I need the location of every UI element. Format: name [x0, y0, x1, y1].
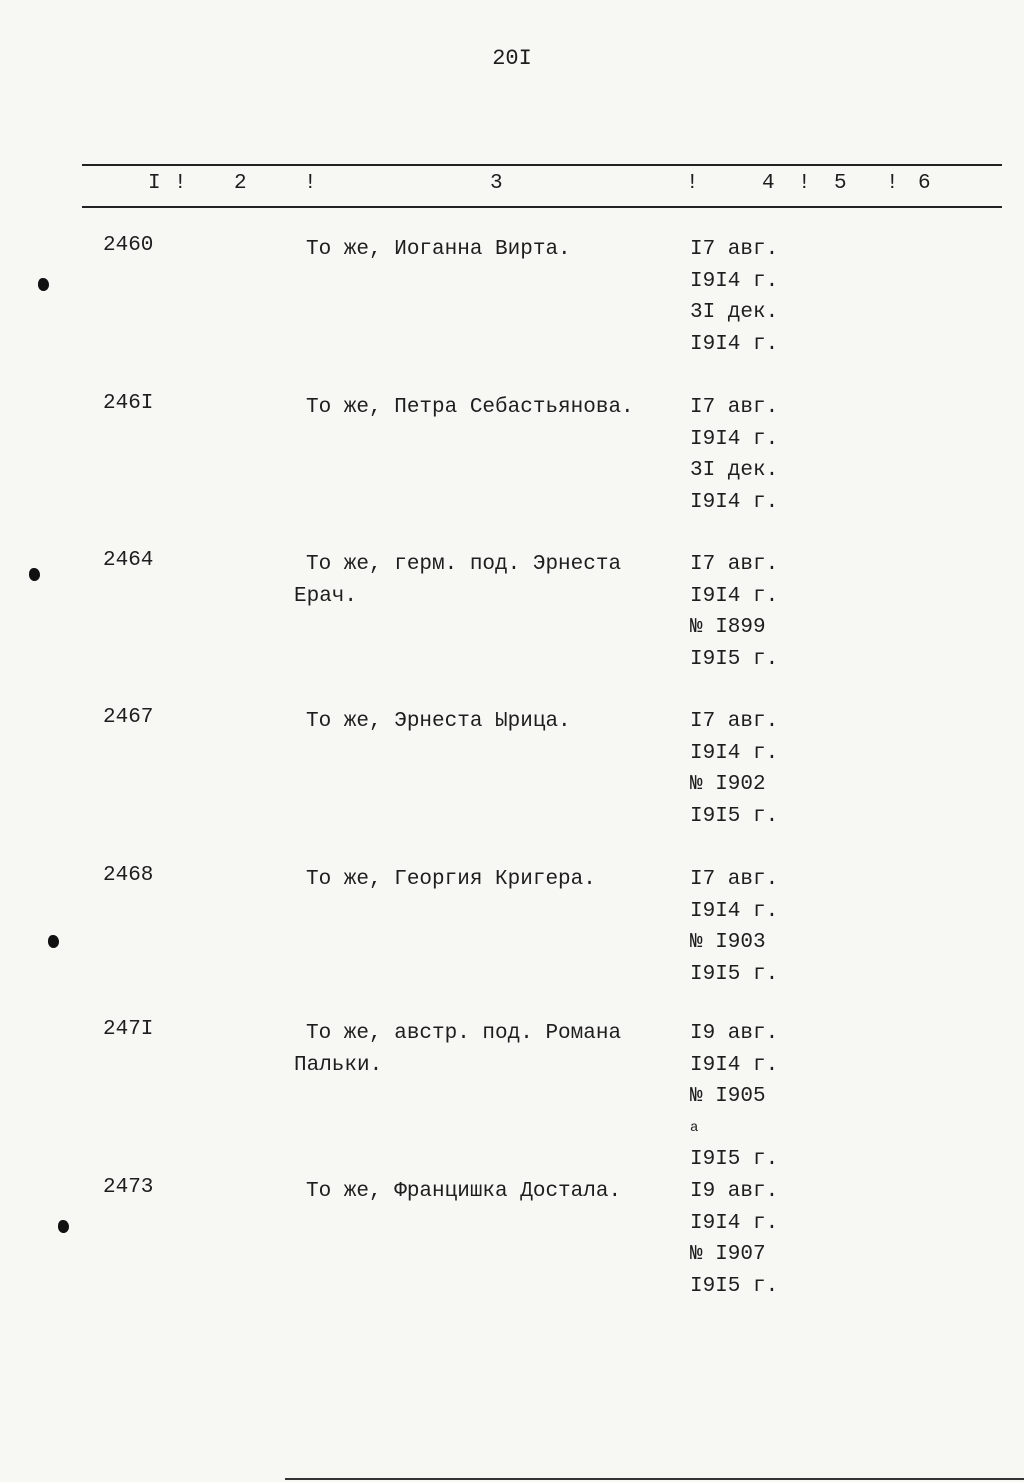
date-line: I9I4 г.	[690, 741, 779, 765]
date-line: I9I4 г.	[690, 584, 779, 608]
record-number: 2464	[103, 549, 154, 572]
header-separator: !	[686, 172, 699, 195]
description-line: Пальки.	[294, 1054, 383, 1077]
date-line: I9I4 г.	[690, 427, 779, 451]
date-line: № I899	[690, 616, 766, 639]
table-row	[0, 549, 1024, 699]
table-row	[0, 1018, 1024, 1171]
date-line: 3I дек.	[690, 301, 779, 324]
record-description	[294, 1176, 646, 1208]
header-col-5: 5	[834, 172, 847, 195]
table-row	[0, 234, 1024, 384]
date-line: № I903	[690, 931, 766, 954]
record-number: 246I	[103, 392, 154, 415]
description-line: То же, австр. под. Романа	[306, 1022, 622, 1045]
description-line: То же, Георгия Кригера.	[306, 868, 596, 891]
punch-hole-mark	[29, 568, 40, 581]
table-header	[82, 172, 1002, 200]
date-line: I7 авг.	[690, 710, 779, 733]
record-number: 2468	[103, 864, 154, 887]
date-line: № I902	[690, 773, 766, 796]
header-col-6: 6	[918, 172, 931, 195]
date-line: I9I4 г.	[690, 1211, 779, 1235]
record-dates	[690, 706, 778, 832]
date-line: I7 авг.	[690, 396, 779, 419]
description-line: То же, Францишка Достала.	[306, 1180, 622, 1203]
record-number: 2473	[103, 1176, 154, 1199]
date-line: I9I5 г.	[690, 962, 779, 986]
date-line: I7 авг.	[690, 868, 779, 891]
date-line: I9I4 г.	[690, 490, 779, 514]
record-number: 247I	[103, 1018, 154, 1041]
table-header-rule	[82, 206, 1002, 208]
page-number: 20I	[492, 46, 532, 71]
punch-hole-mark	[48, 935, 59, 948]
date-line: 3I дек.	[690, 459, 779, 482]
record-description	[294, 1018, 646, 1082]
date-line: I9I5 г.	[690, 647, 779, 671]
header-col-4: 4	[762, 172, 775, 195]
page-bottom-edge	[285, 1478, 1024, 1480]
record-description	[294, 864, 646, 896]
punch-hole-mark	[58, 1220, 69, 1233]
description-line: То же, Петра Себастьянова.	[306, 396, 634, 419]
date-line: № I907	[690, 1243, 766, 1266]
description-line: Ерач.	[294, 585, 358, 608]
punch-hole-mark	[38, 278, 49, 291]
date-line: I9 авг.	[690, 1022, 779, 1045]
date-line: I9I4 г.	[690, 332, 779, 356]
record-dates	[690, 549, 778, 675]
header-separator: !	[798, 172, 811, 195]
record-description	[294, 549, 646, 613]
table-row	[0, 392, 1024, 542]
record-number: 2467	[103, 706, 154, 729]
date-line: I9 авг.	[690, 1180, 779, 1203]
record-dates	[690, 392, 778, 518]
date-line	[690, 1081, 778, 1144]
date-line: I9I5 г.	[690, 804, 779, 828]
date-line: I9I5 г.	[690, 1148, 779, 1171]
record-description	[294, 706, 646, 738]
table-row	[0, 864, 1024, 1014]
header-separator: !	[174, 172, 187, 195]
header-col-3: 3	[490, 172, 503, 195]
record-dates	[690, 864, 778, 990]
date-line: I7 авг.	[690, 238, 779, 261]
date-line: I9I4 г.	[690, 1053, 779, 1077]
record-description	[294, 392, 646, 424]
record-dates	[690, 1018, 778, 1176]
date-line: I9I4 г.	[690, 269, 779, 293]
date-line: I7 авг.	[690, 553, 779, 576]
description-line: То же, герм. под. Эрнеста	[306, 553, 622, 576]
date-text: № I905	[690, 1085, 766, 1108]
record-number: 2460	[103, 234, 154, 257]
record-description	[294, 234, 646, 266]
header-separator: !	[304, 172, 317, 195]
table-top-rule	[82, 164, 1002, 166]
table-row	[0, 1176, 1024, 1326]
description-line: То же, Эрнеста Ырица.	[306, 710, 571, 733]
header-separator: !	[886, 172, 899, 195]
date-line: I9I5 г.	[690, 1274, 779, 1298]
table-row	[0, 706, 1024, 856]
header-col-2: 2	[234, 172, 247, 195]
header-col-1: I	[148, 172, 161, 195]
date-line: I9I4 г.	[690, 899, 779, 923]
record-dates	[690, 1176, 778, 1302]
superscript-mark: а	[690, 1119, 699, 1136]
description-line: То же, Иоганна Вирта.	[306, 238, 571, 261]
record-dates	[690, 234, 778, 360]
